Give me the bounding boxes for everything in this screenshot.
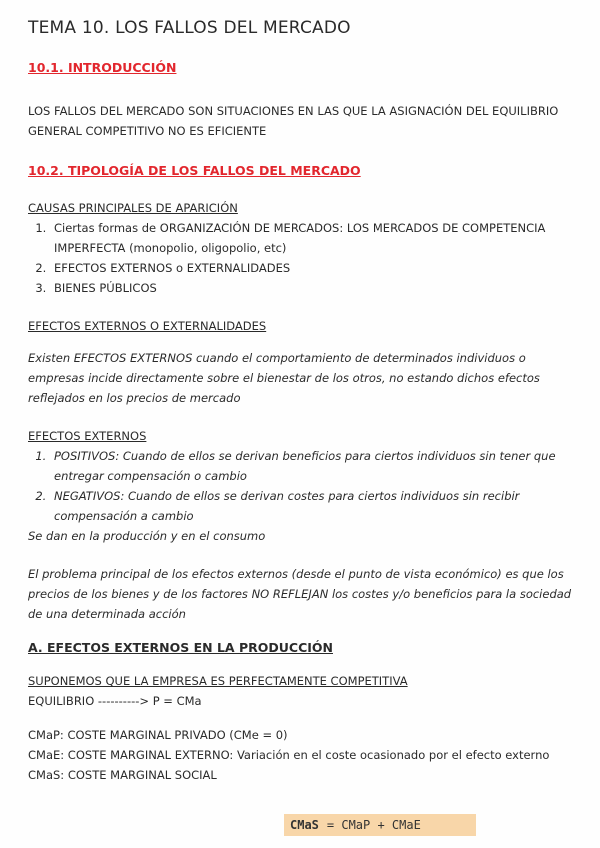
list-item: 2. NEGATIVOS: Cuando de ellos se derivan costes para ciertos individuos sin recibir compensación a cambio [50, 486, 576, 526]
section-heading-typology: 10.2. TIPOLOGÍA DE LOS FALLOS DEL MERCADO [28, 163, 361, 178]
definition-cmas: CMaS: COSTE MARGINAL SOCIAL [28, 768, 217, 782]
definition-cmap: CMaP: COSTE MARGINAL PRIVADO (CMe = 0) [28, 728, 288, 742]
introduction-text: LOS FALLOS DEL MERCADO SON SITUACIONES EN LAS QUE LA ASIGNACIÓN DEL EQUILIBRIO GENERAL COMPETITIVO NO ES EFICIENTE [28, 104, 559, 138]
list-item: 1. Ciertas formas de ORGANIZACIÓN DE MERCADOS: LOS MERCADOS DE COMPETENCIA IMPERFECTA (monopolio, oligopolio, etc) [50, 218, 576, 258]
formula-highlight [284, 814, 476, 836]
equilibrium-text: EQUILIBRIO ----------> P = CMa [28, 694, 202, 708]
formula-rhs: = CMaP + CMaE [326, 818, 421, 832]
formula-lhs: CMaS [290, 818, 319, 832]
page-title: TEMA 10. LOS FALLOS DEL MERCADO [28, 18, 351, 38]
causes-title: CAUSAS PRINCIPALES DE APARICIÓN [28, 201, 238, 215]
document-page [28, 18, 576, 785]
external-effects-list [28, 446, 576, 526]
section-heading-introduction: 10.1. INTRODUCCIÓN [28, 60, 177, 75]
assumption-text: SUPONEMOS QUE LA EMPRESA ES PERFECTAMENTE COMPETITIVA [28, 674, 408, 688]
list-item: 2. EFECTOS EXTERNOS o EXTERNALIDADES [50, 258, 576, 278]
causes-list [28, 218, 576, 298]
external-effects-note: Se dan en la producción y en el consumo [28, 529, 266, 543]
external-effects-title: EFECTOS EXTERNOS [28, 429, 147, 443]
externalities-title: EFECTOS EXTERNOS O EXTERNALIDADES [28, 319, 267, 333]
definition-cmae: CMaE: COSTE MARGINAL EXTERNO: Variación en el coste ocasionado por el efecto externo [28, 748, 550, 762]
list-item: 1. POSITIVOS: Cuando de ellos se derivan beneficios para ciertos individuos sin tener que entregar compensación o cambio [50, 446, 576, 486]
externalities-text: Existen EFECTOS EXTERNOS cuando el comportamiento de determinados individuos o empresas incide directamente sobre el bienestar de los otros, no estando dichos efectos reflejados en los precios de mercado [28, 351, 540, 405]
problem-text: El problema principal de los efectos externos (desde el punto de vista económico) es que los precios de los bienes y de los factores NO REFLEJAN los costes y/o beneficios para la sociedad de una determinada acción [28, 567, 572, 621]
section-heading-production: A. EFECTOS EXTERNOS EN LA PRODUCCIÓN [28, 640, 333, 655]
list-item: 3. BIENES PÚBLICOS [50, 278, 576, 298]
